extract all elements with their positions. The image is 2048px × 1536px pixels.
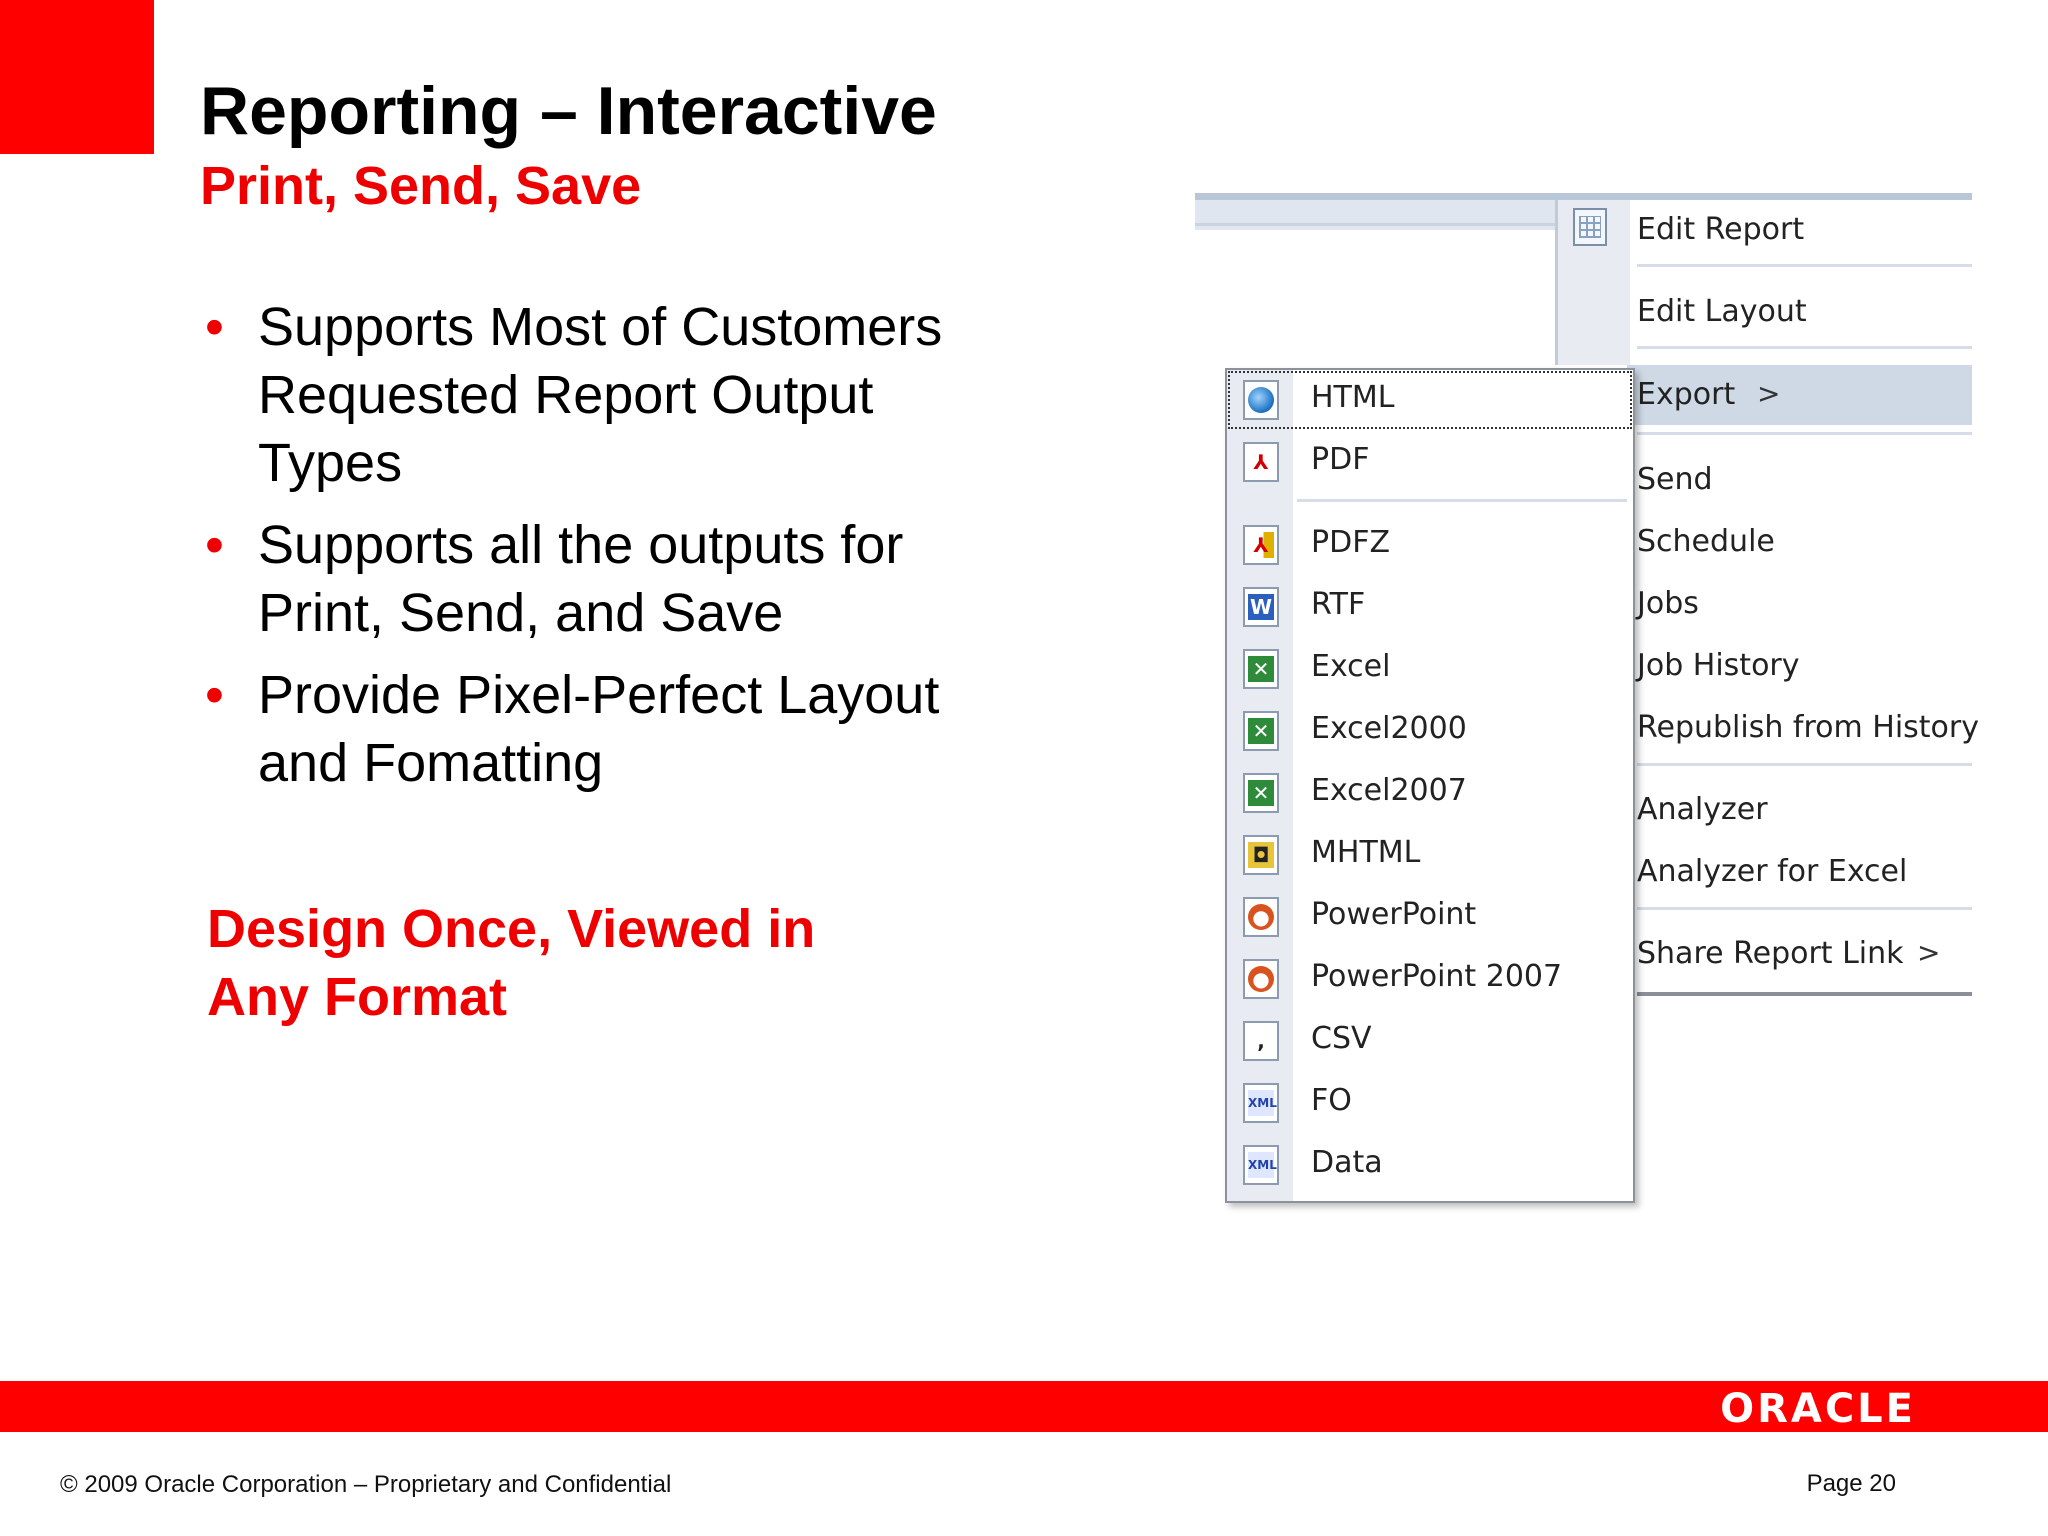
menu-item-label: Export — [1637, 377, 1736, 412]
powerpoint-document-icon — [1243, 897, 1279, 937]
icon-glyph: ⅄ — [1253, 450, 1269, 474]
icon-glyph: ✕ — [1248, 656, 1274, 682]
bullet-list — [205, 293, 985, 811]
export-item-label: PDF — [1311, 442, 1370, 477]
page-number: Page 20 — [1806, 1470, 1896, 1497]
export-item-excel2000[interactable] — [1227, 701, 1633, 761]
export-item-label: MHTML — [1311, 835, 1421, 870]
csv-document-icon — [1243, 1021, 1279, 1061]
export-item-label: RTF — [1311, 587, 1366, 622]
menu-item-label: Analyzer — [1637, 792, 1768, 827]
bullet-text: Supports all the outputs for Print, Send, and Save — [258, 515, 904, 643]
xml-document-icon — [1243, 1083, 1279, 1123]
export-item-mhtml[interactable] — [1227, 825, 1633, 885]
export-item-data[interactable] — [1227, 1135, 1633, 1195]
export-item-pdfz[interactable] — [1227, 515, 1633, 575]
bullet-item — [205, 661, 985, 797]
menu-item-export[interactable] — [1627, 365, 1972, 425]
bullet-text: Supports Most of Customers Requested Report Output Types — [258, 297, 943, 493]
pdf-document-icon — [1243, 442, 1279, 482]
excel-document-icon — [1243, 649, 1279, 689]
mhtml-document-icon — [1243, 835, 1279, 875]
export-item-powerpoint[interactable] — [1227, 887, 1633, 947]
icon-glyph: ● — [1248, 904, 1274, 930]
powerpoint-document-icon — [1243, 959, 1279, 999]
menu-item-label: Jobs — [1637, 586, 1699, 621]
menu-screenshot — [1195, 193, 1979, 1223]
export-item-label: Excel2000 — [1311, 711, 1467, 746]
export-item-html[interactable] — [1227, 370, 1633, 430]
bullet-marker: • — [205, 515, 224, 575]
export-item-label: PDFZ — [1311, 525, 1390, 560]
page-subtitle: Print, Send, Save — [200, 156, 642, 216]
export-item-excel2007[interactable] — [1227, 763, 1633, 823]
export-item-fo[interactable] — [1227, 1073, 1633, 1133]
icon-glyph: W — [1249, 595, 1273, 619]
icon-glyph: , — [1257, 1029, 1265, 1053]
xml-document-icon — [1243, 1145, 1279, 1185]
menu-separator — [1637, 907, 1972, 910]
icon-glyph: ● — [1248, 966, 1274, 992]
icon-glyph — [1248, 387, 1274, 413]
menu-item-label: Republish from History — [1637, 710, 1979, 745]
bullet-marker: • — [205, 297, 224, 357]
tagline: Design Once, Viewed in Any Format — [207, 899, 816, 1027]
icon-glyph: ⅄ — [1248, 532, 1274, 558]
menu-separator — [1637, 763, 1972, 766]
copyright-text: © 2009 Oracle Corporation – Proprietary and Confidential — [60, 1471, 672, 1498]
export-item-label: HTML — [1311, 380, 1395, 415]
export-item-label: Excel2007 — [1311, 773, 1467, 808]
menu-separator — [1637, 346, 1972, 349]
menu-item-label: Analyzer for Excel — [1637, 854, 1908, 889]
export-item-powerpoint-2007[interactable] — [1227, 949, 1633, 1009]
word-document-icon — [1243, 587, 1279, 627]
export-submenu — [1225, 368, 1635, 1203]
globe-document-icon — [1243, 380, 1279, 420]
menu-item-label: Edit Report — [1637, 212, 1805, 247]
export-item-label: CSV — [1311, 1021, 1372, 1056]
export-item-label: PowerPoint — [1311, 897, 1477, 932]
export-item-rtf[interactable] — [1227, 577, 1633, 637]
export-item-label: Excel — [1311, 649, 1391, 684]
submenu-separator — [1297, 499, 1627, 502]
icon-glyph: ✕ — [1248, 718, 1274, 744]
export-item-pdf[interactable] — [1227, 432, 1633, 492]
menu-separator — [1637, 264, 1972, 267]
export-item-label: PowerPoint 2007 — [1311, 959, 1563, 994]
bullet-item — [205, 293, 985, 497]
excel-document-icon — [1243, 773, 1279, 813]
icon-glyph: ◘ — [1248, 842, 1274, 868]
menu-item-label: Schedule — [1637, 524, 1775, 559]
icon-glyph: ✕ — [1248, 780, 1274, 806]
chevron-right-icon: > — [1757, 377, 1781, 410]
icon-glyph: XML — [1248, 1152, 1274, 1178]
menu-item-edit-report[interactable] — [1555, 200, 1972, 260]
menu-item-label: Edit Layout — [1637, 294, 1807, 329]
bullet-marker: • — [205, 665, 224, 725]
menu-item-label: Job History — [1637, 648, 1800, 683]
menu-bottom-border — [1637, 992, 1972, 996]
menu-item-edit-layout[interactable] — [1555, 282, 1972, 342]
icon-glyph: XML — [1248, 1090, 1274, 1116]
export-item-excel[interactable] — [1227, 639, 1633, 699]
menu-item-label: Send — [1637, 462, 1713, 497]
bullet-item — [205, 511, 985, 647]
excel-document-icon — [1243, 711, 1279, 751]
menu-item-label: Share Report Link — [1637, 936, 1904, 971]
zipped-pdf-icon — [1243, 525, 1279, 565]
export-item-csv[interactable] — [1227, 1011, 1633, 1071]
brand-corner-block — [0, 0, 154, 154]
export-item-label: Data — [1311, 1145, 1383, 1180]
bullet-text: Provide Pixel-Perfect Layout and Fomatting — [258, 665, 940, 793]
oracle-logo: ORACLE — [1720, 1386, 1916, 1432]
menu-separator — [1637, 432, 1972, 435]
chevron-right-icon: > — [1917, 936, 1941, 969]
export-item-label: FO — [1311, 1083, 1352, 1118]
calendar-grid-icon — [1573, 208, 1607, 246]
toolbar-divider — [1195, 223, 1555, 226]
page-title: Reporting – Interactive — [200, 73, 937, 149]
